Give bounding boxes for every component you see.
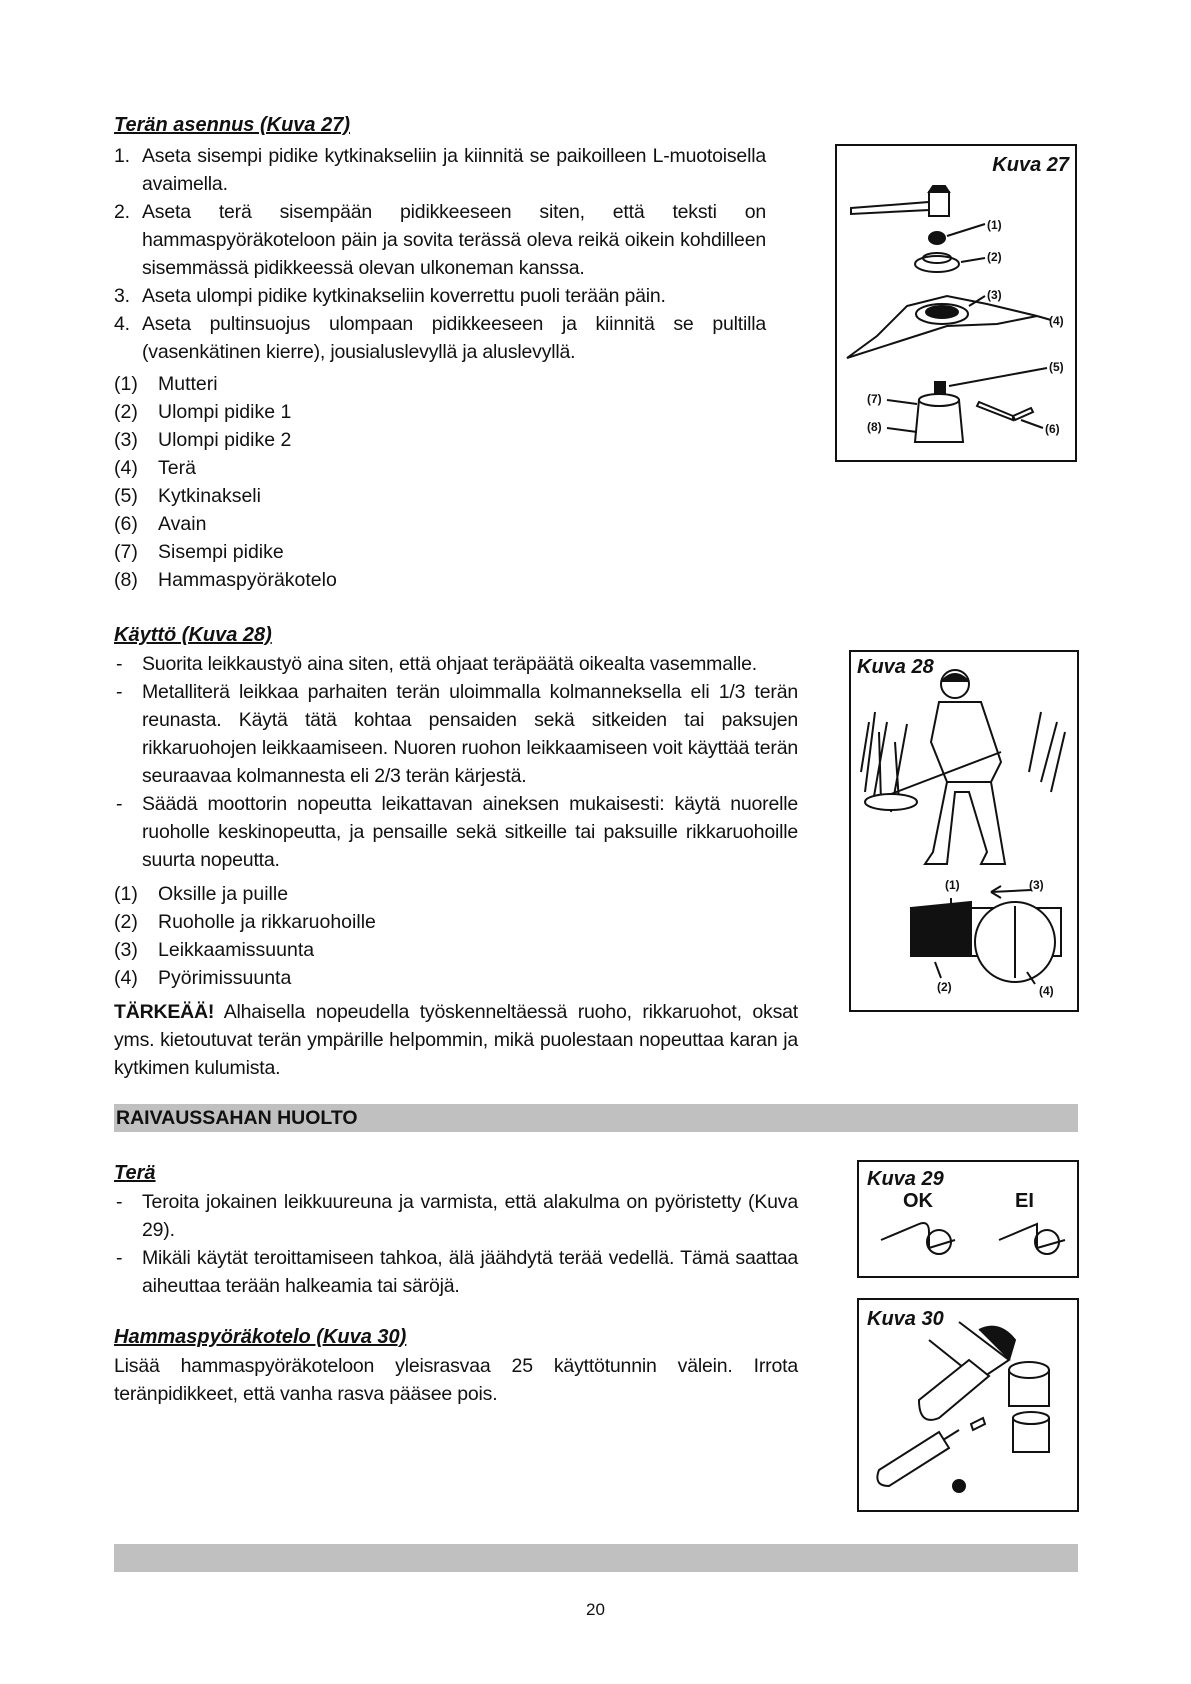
grease-drawing [859,1300,1077,1510]
usage-bullets [114,650,798,874]
callout-2: (2) [987,250,1002,264]
blade-bullets [114,1188,798,1300]
callout-5: (5) [1049,360,1064,374]
section-heading-gear-housing: Hammaspyöräkotelo (Kuva 30) [114,1326,407,1348]
callout-4: (4) [1049,314,1064,328]
figure-27-label: Kuva 27 [992,154,1069,176]
section-heading-usage: Käyttö (Kuva 28) [114,624,272,646]
legend-item: (8) Hammaspyöräkotelo [114,569,337,591]
bottom-band [114,1544,1078,1572]
ok-label: OK [903,1190,933,1212]
figure-30 [857,1298,1079,1512]
install-step-2: 2. Aseta terä sisempään pidikkeeseen siten, että teksti on hammaspyöräkoteloon päin ja sovita terässä oleva reikä oikein kohdilleen sisemmässä pidikkeessä olevan ulkoneman kanssa. [114,201,766,279]
usage-legend [114,880,376,992]
callout-3: (3) [987,288,1002,302]
legend-item: (4) Pyörimissuunta [114,967,292,989]
legend-item: (1) Oksille ja puille [114,883,289,905]
legend-item: (5) Kytkinakseli [114,485,261,507]
section-heading-blade: Terä [114,1162,156,1184]
blade-assembly-drawing [837,146,1075,460]
important-text: Alhaisella nopeudella työskenneltäessä ruoho, rikkaruohot, oksat yms. kietoutuvat terän ympärille helpommin, mikä puolestaan nopeuttaa karan ja kytkimen kulumista. [114,1001,798,1079]
page-number: 20 [586,1600,605,1619]
install-steps [114,142,766,366]
usage-bullet-2: - Metalliterä leikkaa parhaiten terän uloimmalla kolmanneksella eli 1/3 terän reunasta. Käytä tätä kohtaa pensaiden sekä sitkeiden tai paksujen rikkaruohojen leikkaamiseen. Nuoren ruohon leikkaamiseen voit käyttää terän seuraavaa kolmannesta eli 2/3 terän kärjestä. [116,681,798,787]
legend-item: (4) Terä [114,457,196,479]
important-note [114,998,798,1082]
legend-item: (7) Sisempi pidike [114,541,284,563]
blade-bullet-1: - Teroita jokainen leikkuureuna ja varmista, että alakulma on pyöristetty (Kuva 29). [116,1191,798,1241]
install-legend [114,370,337,594]
callout-6: (6) [1045,422,1060,436]
band-title: RAIVAUSSAHAN HUOLTO [116,1107,358,1129]
usage-bullet-1: - Suorita leikkaustyö aina siten, että ohjaat teräpäätä oikealta vasemmalle. [116,653,757,675]
important-label: TÄRKEÄÄ! [114,1001,215,1023]
install-step-3: 3. Aseta ulompi pidike kytkinakseliin koverrettu puoli terään päin. [114,285,666,307]
figure-28 [849,650,1079,1012]
legend-item: (2) Ruoholle ja rikkaruohoille [114,911,376,933]
legend-item: (3) Leikkaamissuunta [114,939,315,961]
ei-label: EI [1015,1190,1034,1212]
install-step-1: 1. Aseta sisempi pidike kytkinakseliin ja kiinnitä se paikoilleen L-muotoisella avaimella. [114,145,766,195]
callout-3: (3) [1029,878,1044,892]
callout-8: (8) [867,420,882,434]
callout-2: (2) [937,980,952,994]
blade-bullet-2: - Mikäli käytät teroittamiseen tahkoa, älä jäähdytä terää vedellä. Tämä saattaa aiheuttaa terään halkeamia tai säröjä. [116,1247,798,1297]
callout-4: (4) [1039,984,1054,998]
legend-item: (1) Mutteri [114,373,218,395]
legend-item: (6) Avain [114,513,207,535]
section-heading-blade-install: Terän asennus (Kuva 27) [114,114,351,136]
figure-27 [835,144,1077,462]
callout-1: (1) [945,878,960,892]
operator-drawing [851,652,1077,1010]
install-step-4: 4. Aseta pultinsuojus ulompaan pidikkeeseen ja kiinnitä se pultilla (vasenkätinen kierre), jousialuslevyllä ja aluslevyllä. [114,313,766,363]
callout-7: (7) [867,392,882,406]
legend-item: (2) Ulompi pidike 1 [114,401,292,423]
figure-29 [857,1160,1079,1278]
figure-29-label: Kuva 29 [867,1168,944,1190]
blade-edge-drawing [859,1162,1077,1276]
figure-28-label: Kuva 28 [857,656,934,678]
legend-item: (3) Ulompi pidike 2 [114,429,292,451]
usage-bullet-3: - Säädä moottorin nopeutta leikattavan aineksen mukaisesti: käytä nuorelle ruoholle keskinopeutta, ja pensaille sekä sitkeille tai paksuille rikkaruohoille suurta nopeutta. [116,793,798,871]
section-band [114,1104,1078,1132]
callout-1: (1) [987,218,1002,232]
figure-30-label: Kuva 30 [867,1308,944,1330]
gear-housing-text: Lisää hammaspyöräkoteloon yleisrasvaa 25 käyttötunnin välein. Irrota teränpidikkeet, että vanha rasva pääsee pois. [114,1355,798,1405]
